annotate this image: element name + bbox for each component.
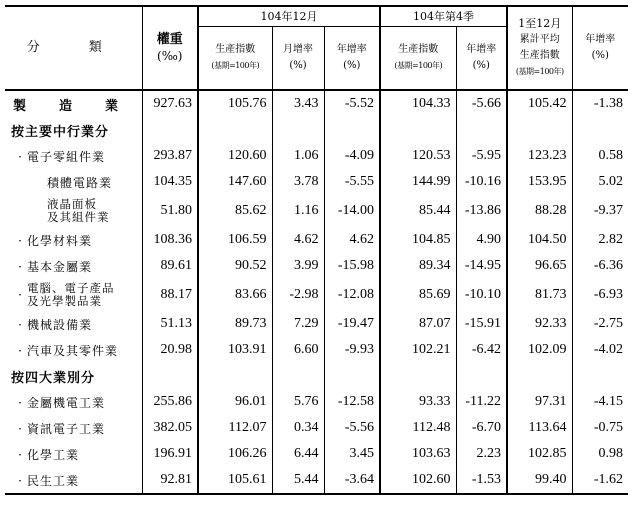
dec-index-cell: 83.66 [198,279,272,311]
dec-yoy-cell: -12.58 [324,389,380,415]
empty-cell [456,117,507,143]
ytd-index-cell: 92.33 [507,311,572,337]
ytd-yoy-cell: -6.36 [572,253,628,279]
ytd-yoy-cell: -6.93 [572,279,628,311]
dec-mom-cell: 7.29 [272,311,324,337]
q4-yoy-cell: -10.10 [456,279,507,311]
bullet-icon: · [18,149,23,164]
row-label-cell [5,441,142,467]
row-label: 基本金屬業 [27,259,93,274]
dec-index-cell: 105.76 [198,90,272,117]
weight-cell: 255.86 [142,389,198,415]
header-dec-index-unit: (基期=100年) [211,60,260,70]
row-label [27,282,115,308]
table-row [5,337,628,363]
header-ytd-yoy-pct: (%) [591,50,609,61]
header-dec-index [198,26,272,90]
q4-index-cell: 93.33 [380,389,456,415]
dec-yoy-cell: -4.09 [324,143,380,169]
bullet-icon: · [18,447,23,462]
empty-cell [324,363,380,389]
row-label-cell [5,279,142,311]
dec-yoy-cell: -15.98 [324,253,380,279]
dec-yoy-cell: -5.55 [324,169,380,195]
q4-yoy-cell: -6.70 [456,415,507,441]
table-row [5,279,628,311]
ytd-index-cell: 88.28 [507,195,572,227]
empty-cell [142,117,198,143]
production-index-table [5,5,628,495]
row-label-line1: 液晶面板 [47,197,97,211]
q4-yoy-cell: -5.66 [456,90,507,117]
section-row [5,363,628,389]
ytd-yoy-cell: -0.75 [572,415,628,441]
q4-index-cell: 89.34 [380,253,456,279]
row-label: 金屬機電工業 [27,395,106,410]
empty-cell [198,117,272,143]
header-q4-index [380,26,456,90]
dec-yoy-cell: -5.52 [324,90,380,117]
q4-yoy-cell: -11.22 [456,389,507,415]
dec-index-cell: 85.62 [198,195,272,227]
dec-index-cell: 106.59 [198,227,272,253]
table-row [5,90,628,117]
q4-yoy-cell: -6.42 [456,337,507,363]
header-dec-yoy-pct: (%) [343,59,361,71]
weight-cell: 51.80 [142,195,198,227]
dec-index-cell: 105.61 [198,467,272,494]
q4-index-cell: 102.21 [380,337,456,363]
bullet-icon: · [18,473,23,488]
dec-index-cell: 89.73 [198,311,272,337]
ytd-index-cell: 81.73 [507,279,572,311]
dec-mom-cell: 1.16 [272,195,324,227]
empty-cell [324,117,380,143]
ytd-yoy-cell: 2.82 [572,227,628,253]
table-row [5,389,628,415]
dec-yoy-cell: -3.64 [324,467,380,494]
row-label: 化學材料業 [27,233,93,248]
table-row [5,311,628,337]
bullet-icon: · [18,287,23,302]
dec-mom-cell: 6.44 [272,441,324,467]
empty-cell [142,363,198,389]
empty-cell [272,363,324,389]
q4-index-cell: 103.63 [380,441,456,467]
dec-mom-cell: 6.60 [272,337,324,363]
dec-index-cell: 90.52 [198,253,272,279]
ytd-index-cell: 123.23 [507,143,572,169]
ytd-index-cell: 99.40 [507,467,572,494]
row-label-line1: 電腦、電子產品 [27,281,115,295]
row-label-cell [5,117,142,143]
table-body [5,90,628,494]
dec-yoy-cell: -14.00 [324,195,380,227]
header-ytd-yoy-label: 年增率 [585,34,616,45]
header-dec-mom [272,26,324,90]
ytd-yoy-cell: -2.75 [572,311,628,337]
header-weight [142,6,198,90]
dec-yoy-cell: -9.93 [324,337,380,363]
dec-yoy-cell: -19.47 [324,311,380,337]
dec-mom-cell: 5.44 [272,467,324,494]
bullet-icon: · [18,259,23,274]
row-label-cell [5,227,142,253]
empty-cell [572,117,628,143]
q4-index-cell: 87.07 [380,311,456,337]
ytd-yoy-cell: -9.37 [572,195,628,227]
bullet-icon: · [18,421,23,436]
header-ytd-line0: 1至12月 [518,17,562,30]
weight-cell: 108.36 [142,227,198,253]
dec-yoy-cell: 3.45 [324,441,380,467]
bullet-icon: · [18,343,23,358]
row-label-cell [5,337,142,363]
dec-index-cell: 106.26 [198,441,272,467]
header-ytd-line1: 累計平均 [519,34,560,45]
dec-yoy-cell: -12.08 [324,279,380,311]
dec-yoy-cell: 4.62 [324,227,380,253]
weight-cell: 20.98 [142,337,198,363]
empty-cell [272,117,324,143]
header-group-q4 [380,6,507,26]
q4-index-cell: 112.48 [380,415,456,441]
weight-cell: 104.35 [142,169,198,195]
row-label: 化學工業 [27,447,80,462]
dec-mom-cell: 1.06 [272,143,324,169]
weight-cell: 927.63 [142,90,198,117]
ytd-yoy-cell: 0.58 [572,143,628,169]
row-label-cell [5,311,142,337]
dec-mom-cell: 0.34 [272,415,324,441]
q4-index-cell: 85.69 [380,279,456,311]
dec-mom-cell: -2.98 [272,279,324,311]
section-label: 按主要中行業分 [11,124,110,140]
row-label-cell [5,90,142,117]
weight-cell: 88.17 [142,279,198,311]
q4-index-cell: 144.99 [380,169,456,195]
row-label-cell [5,363,142,389]
empty-cell [572,363,628,389]
header-ytd-unit: (基期=100年) [515,67,564,76]
header-q4-yoy-pct: (%) [472,59,490,71]
row-label: 資訊電子工業 [27,421,106,436]
header-ytd-line2: 生產指數 [519,50,560,61]
q4-index-cell: 102.60 [380,467,456,494]
q4-index-cell: 120.53 [380,143,456,169]
bullet-icon: · [18,395,23,410]
empty-cell [507,363,572,389]
header-dec-index-label: 生產指數 [215,43,256,55]
header-ytd-yoy [572,6,628,90]
header-category [5,6,142,90]
row-label: 民生工業 [27,473,80,488]
header-q4-index-label: 生產指數 [398,43,439,55]
row-label: 電子零組件業 [27,149,106,164]
row-label: 積體電路業 [47,175,113,190]
row-label-cell [5,195,142,227]
ytd-index-cell: 105.42 [507,90,572,117]
empty-cell [198,363,272,389]
ytd-index-cell: 153.95 [507,169,572,195]
dec-index-cell: 103.91 [198,337,272,363]
empty-cell [507,117,572,143]
table-row [5,143,628,169]
row-label [47,198,110,224]
dec-index-cell: 120.60 [198,143,272,169]
empty-cell [380,117,456,143]
dec-mom-cell: 4.62 [272,227,324,253]
q4-index-cell: 85.44 [380,195,456,227]
dec-yoy-cell: -5.56 [324,415,380,441]
empty-cell [456,363,507,389]
header-group-dec [198,6,380,26]
ytd-yoy-cell: -4.15 [572,389,628,415]
table-header [5,6,628,90]
row-label-cell [5,467,142,494]
weight-cell: 293.87 [142,143,198,169]
empty-cell [380,363,456,389]
header-group-dec-label: 104年12月 [260,9,318,23]
row-label-line2: 及光學製品業 [27,294,102,308]
q4-yoy-cell: 2.23 [456,441,507,467]
dec-mom-cell: 5.76 [272,389,324,415]
weight-cell: 92.81 [142,467,198,494]
section-label: 按四大業別分 [11,370,96,386]
q4-yoy-cell: -13.86 [456,195,507,227]
header-weight-line1: 權重 [156,32,183,47]
dec-index-cell: 147.60 [198,169,272,195]
header-q4-index-unit: (基期=100年) [394,60,443,70]
bullet-icon: · [18,233,23,248]
ytd-yoy-cell: -4.02 [572,337,628,363]
row-label-cell [5,169,142,195]
header-dec-yoy [324,26,380,90]
bullet-icon: · [18,317,23,332]
dec-index-cell: 112.07 [198,415,272,441]
weight-cell: 196.91 [142,441,198,467]
row-label-line2: 及其組件業 [47,210,110,224]
dec-mom-cell: 3.99 [272,253,324,279]
total-label: 製 造 業 [13,98,129,114]
table-row [5,253,628,279]
header-q4-yoy [456,26,507,90]
header-dec-yoy-label: 年增率 [336,43,367,55]
row-label: 汽車及其零件業 [27,343,119,358]
table-row [5,441,628,467]
q4-yoy-cell: -5.95 [456,143,507,169]
q4-yoy-cell: -14.95 [456,253,507,279]
weight-cell: 51.13 [142,311,198,337]
ytd-yoy-cell: -1.38 [572,90,628,117]
q4-yoy-cell: 4.90 [456,227,507,253]
ytd-index-cell: 113.64 [507,415,572,441]
table-row [5,169,628,195]
ytd-index-cell: 104.50 [507,227,572,253]
weight-cell: 89.61 [142,253,198,279]
q4-yoy-cell: -15.91 [456,311,507,337]
row-label-cell [5,143,142,169]
dec-mom-cell: 3.43 [272,90,324,117]
table-row [5,467,628,494]
row-label-cell [5,389,142,415]
ytd-index-cell: 102.09 [507,337,572,363]
q4-index-cell: 104.33 [380,90,456,117]
dec-index-cell: 96.01 [198,389,272,415]
header-category-label: 分 類 [26,40,120,55]
header-dec-mom-label: 月增率 [283,43,313,55]
q4-yoy-cell: -10.16 [456,169,507,195]
header-ytd-index [507,6,572,90]
row-label-cell [5,253,142,279]
table-row [5,227,628,253]
section-row [5,117,628,143]
table-row [5,415,628,441]
weight-cell: 382.05 [142,415,198,441]
ytd-index-cell: 102.85 [507,441,572,467]
ytd-index-cell: 97.31 [507,389,572,415]
row-label: 機械設備業 [27,317,93,332]
dec-mom-cell: 3.78 [272,169,324,195]
header-q4-yoy-label: 年增率 [466,43,497,55]
row-label-cell [5,415,142,441]
ytd-yoy-cell: 0.98 [572,441,628,467]
header-weight-line2: (‰) [157,49,183,63]
ytd-index-cell: 96.65 [507,253,572,279]
ytd-yoy-cell: 5.02 [572,169,628,195]
q4-yoy-cell: -1.53 [456,467,507,494]
header-dec-mom-pct: (%) [289,59,307,71]
header-group-q4-label: 104年第4季 [413,9,475,23]
table-row [5,195,628,227]
q4-index-cell: 104.85 [380,227,456,253]
ytd-yoy-cell: -1.62 [572,467,628,494]
